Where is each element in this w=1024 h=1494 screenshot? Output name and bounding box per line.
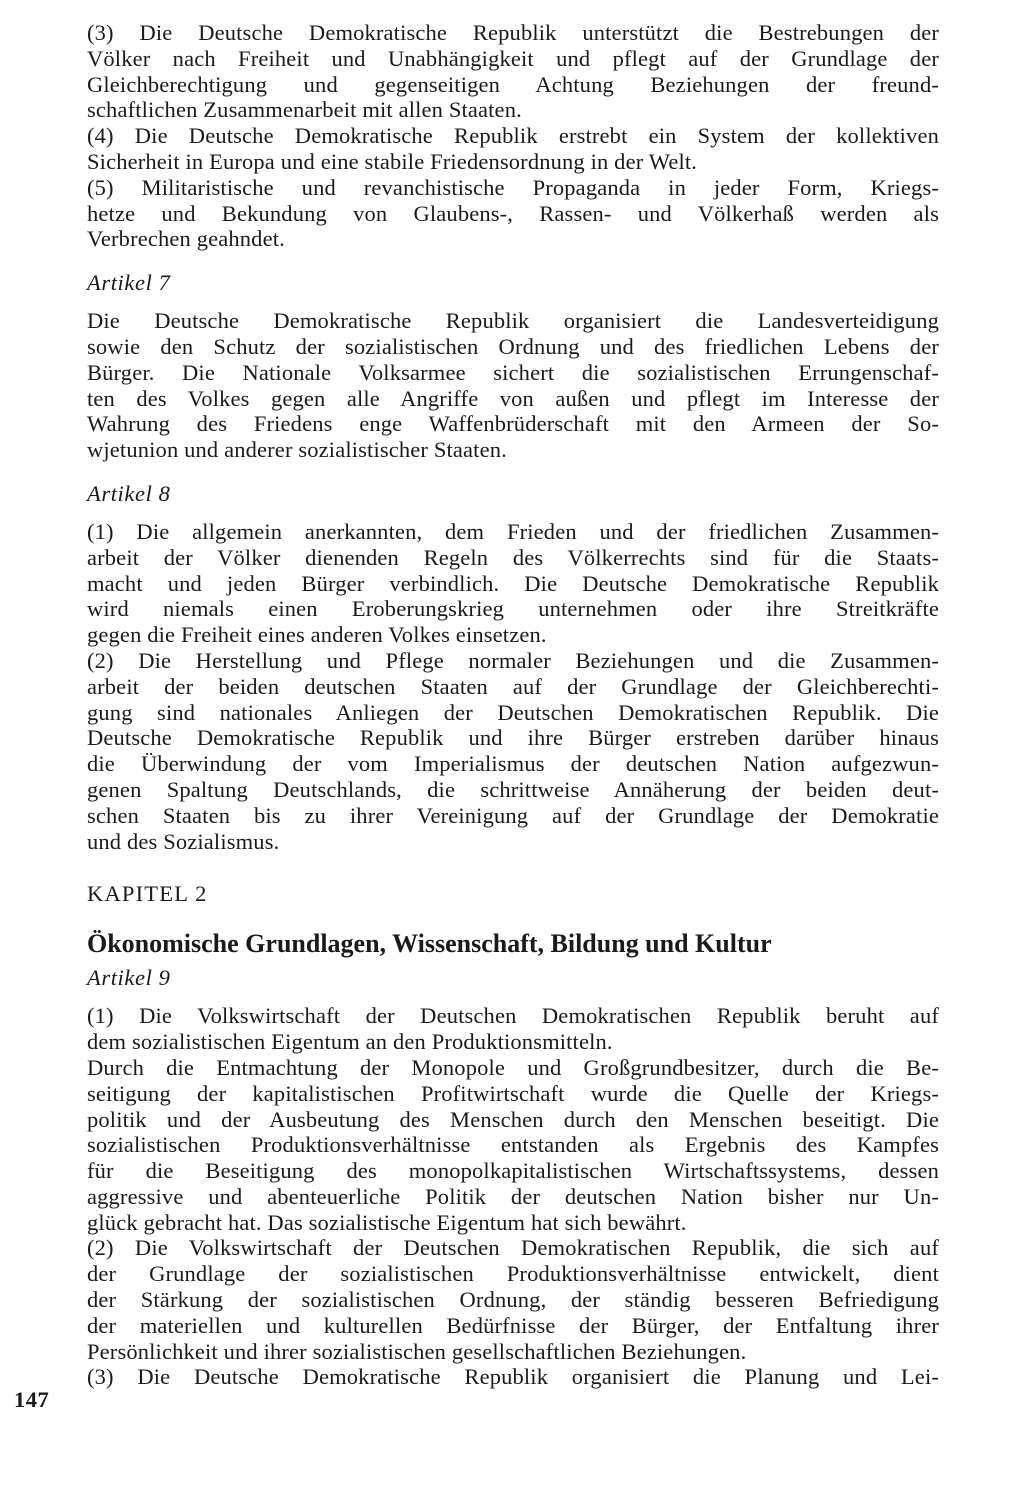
article-8 [87, 481, 939, 854]
text-line: schaftlichen Zusammenarbeit mit allen Staaten. [87, 97, 522, 123]
text-line: macht und jeden Bürger verbindlich. Die Deutsche Demokratische Republik [87, 570, 939, 596]
text-line: seitigung der kapitalistischen Profitwirtschaft wurde die Quelle der Kriegs- [87, 1080, 939, 1106]
text-line: und des Sozialismus. [87, 828, 280, 854]
text-line: gegen die Freiheit eines anderen Volkes einsetzen. [87, 622, 547, 648]
text-line: dem sozialistischen Eigentum an den Produktionsmitteln. [87, 1029, 613, 1055]
text-line: schen Staaten bis zu ihrer Vereinigung auf der Grundlage der Demokratie [87, 802, 939, 828]
text-line: Deutsche Demokratische Republik und ihre Bürger erstreben darüber hinaus [87, 725, 939, 751]
text-line: wird niemals einen Eroberungskrieg unternehmen oder ihre Streitkräfte [87, 596, 939, 622]
text-line: Verbrechen geahndet. [87, 226, 285, 252]
article-7 [87, 270, 939, 463]
text-line: (3) Die Deutsche Demokratische Republik unterstützt die Bestrebungen der [87, 20, 939, 45]
text-line: arbeit der beiden deutschen Staaten auf der Grundlage der Gleichberechti- [87, 673, 939, 699]
article-heading: Artikel 8 [87, 480, 171, 506]
text-line: (2) Die Volkswirtschaft der Deutschen Demokratischen Republik, die sich auf [87, 1235, 939, 1261]
text-line: Wahrung des Friedens enge Waffenbrüderschaft mit den Armeen der So- [87, 411, 939, 437]
text-line: Gleichberechtigung und gegenseitigen Achtung Beziehungen der freund- [87, 71, 939, 97]
chapter-title: Ökonomische Grundlagen, Wissenschaft, Bildung und Kultur [87, 929, 772, 959]
text-line: (1) Die allgemein anerkannten, dem Frieden und der friedlichen Zusammen- [87, 518, 939, 544]
text-line: gung sind nationales Anliegen der Deutschen Demokratischen Republik. Die [87, 699, 939, 725]
text-line: (2) Die Herstellung und Pflege normaler Beziehungen und die Zusammen- [87, 647, 939, 673]
text-line: aggressive und abenteuerliche Politik der deutschen Nation bisher nur Un- [87, 1183, 939, 1209]
text-line: der Grundlage der sozialistischen Produktionsverhältnisse entwickelt, dient [87, 1261, 939, 1287]
text-line: ten des Volkes gegen alle Angriffe von außen und pflegt im Interesse der [87, 385, 939, 411]
text-line: wjetunion und anderer sozialistischer Staaten. [87, 437, 507, 463]
document-page [87, 20, 939, 1390]
text-line: für die Beseitigung des monopolkapitalistischen Wirtschaftssystems, dessen [87, 1158, 939, 1184]
article-heading: Artikel 7 [87, 270, 171, 296]
text-line: die Überwindung der vom Imperialismus der deutschen Nation aufgezwun- [87, 751, 939, 777]
text-line: Völker nach Freiheit und Unabhängigkeit und pflegt auf der Grundlage der [87, 45, 939, 71]
text-line: Durch die Entmachtung der Monopole und Großgrundbesitzer, durch die Be- [87, 1054, 939, 1080]
text-line: der Stärkung der sozialistischen Ordnung, der ständig besseren Befriedigung [87, 1287, 939, 1313]
article-6-continued [87, 20, 939, 252]
chapter-label: KAPITEL 2 [87, 881, 208, 907]
text-line: Sicherheit in Europa und eine stabile Friedensordnung in der Welt. [87, 148, 698, 174]
text-line: Persönlichkeit und ihrer sozialistischen gesellschaftlichen Beziehungen. [87, 1338, 747, 1364]
text-line: (5) Militaristische und revanchistische Propaganda in jeder Form, Kriegs- [87, 174, 939, 200]
text-line: hetze und Bekundung von Glaubens-, Rassen- und Völkerhaß werden als [87, 200, 939, 226]
text-line: genen Spaltung Deutschlands, die schrittweise Annäherung der beiden deut- [87, 776, 939, 802]
text-line: sozialistischen Produktionsverhältnisse entstanden als Ergebnis des Kampfes [87, 1132, 939, 1158]
article-9 [87, 965, 939, 1390]
page-number: 147 [14, 1387, 50, 1412]
text-line: glück gebracht hat. Das sozialistische Eigentum hat sich bewährt. [87, 1209, 687, 1235]
text-line: (3) Die Deutsche Demokratische Republik organisiert die Planung und Lei- [87, 1364, 939, 1390]
article-heading: Artikel 9 [87, 965, 171, 991]
text-line: Die Deutsche Demokratische Republik organisiert die Landesverteidigung [87, 308, 939, 334]
text-line: arbeit der Völker dienenden Regeln des Völkerrechts sind für die Staats- [87, 544, 939, 570]
text-line: (4) Die Deutsche Demokratische Republik erstrebt ein System der kollektiven [87, 123, 939, 149]
text-line: Bürger. Die Nationale Volksarmee sichert die sozialistischen Errungenschaf- [87, 359, 939, 385]
text-line: (1) Die Volkswirtschaft der Deutschen Demokratischen Republik beruht auf [87, 1003, 939, 1029]
text-line: politik und der Ausbeutung des Menschen durch den Menschen beseitigt. Die [87, 1106, 939, 1132]
text-line: der materiellen und kulturellen Bedürfnisse der Bürger, der Entfaltung ihrer [87, 1312, 939, 1338]
text-line: sowie den Schutz der sozialistischen Ordnung und des friedlichen Lebens der [87, 333, 939, 359]
